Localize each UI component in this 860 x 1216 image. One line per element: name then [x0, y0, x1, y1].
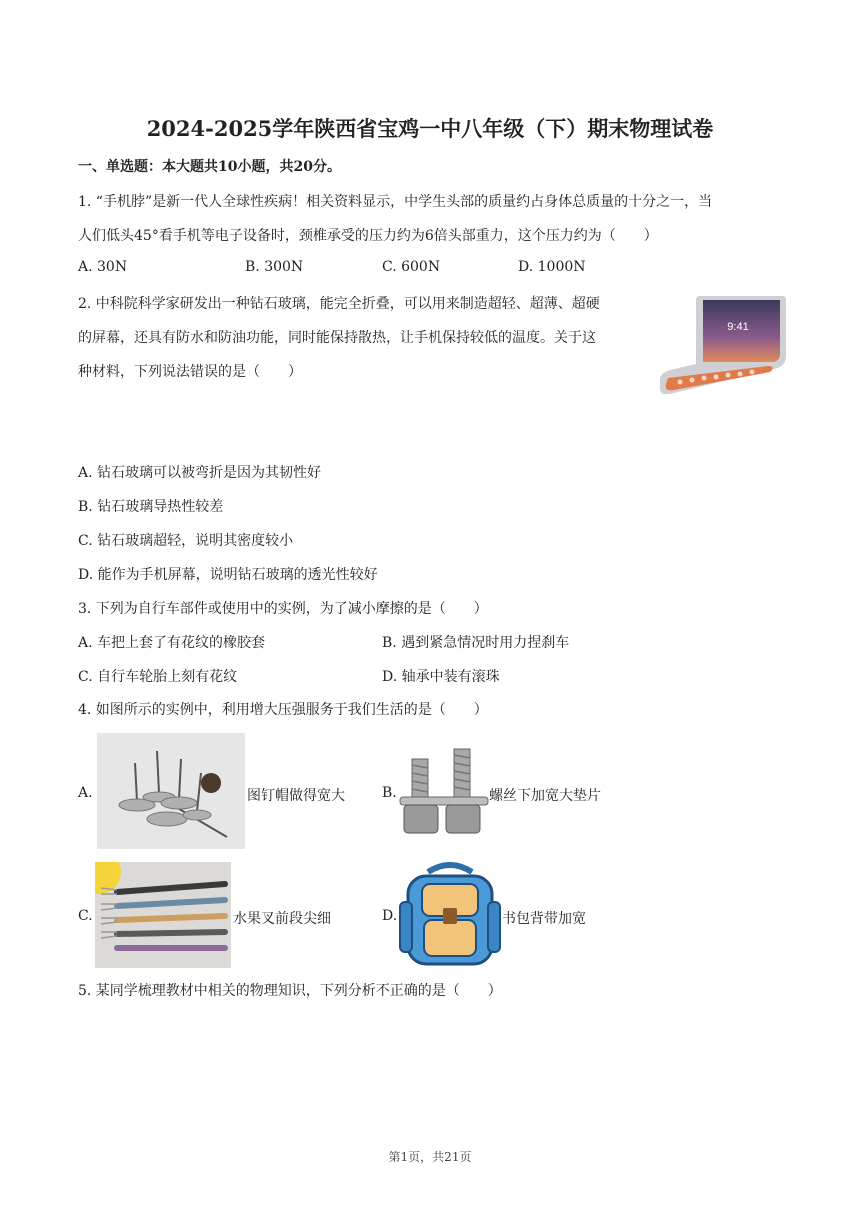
q3-option-c: C. 自行车轮胎上刻有花纹 [78, 669, 238, 685]
q3-option-d: D. 轴承中装有滚珠 [382, 669, 500, 685]
q2-stem-line1: 2. 中科院科学家研发出一种钻石玻璃，能完全折叠，可以用来制造超轻、超薄、超硬 [78, 296, 600, 312]
foldable-phone-image [650, 290, 790, 410]
page-footer: 第1页，共21页 [388, 1150, 472, 1164]
thumbtacks-image [97, 733, 245, 849]
q1-stem-line2: 人们低头45°看手机等电子设备时，颈椎承受的压力约为6倍头部重力，这个压力约为（ ） [78, 228, 658, 244]
q5-stem: 5. 某同学梳理教材中相关的物理知识，下列分析不正确的是（ ） [78, 983, 502, 999]
screws-image [398, 745, 490, 837]
section-heading: 一、单选题：本大题共10小题，共20分。 [78, 159, 341, 175]
q1-option-c: C. 600N [382, 259, 441, 275]
q1-option-d: D. 1000N [518, 259, 586, 275]
q4-option-b-text: 螺丝下加宽大垫片 [489, 788, 601, 804]
q3-option-b: B. 遇到紧急情况时用力捏刹车 [382, 635, 570, 651]
page-title: 2024-2025学年陕西省宝鸡一中八年级（下）期末物理试卷 [146, 116, 714, 141]
q4-option-b-letter: B. [382, 785, 397, 801]
q4-option-d-text: 书包背带加宽 [502, 911, 586, 927]
phone-clock-text: 9:41 [727, 321, 749, 333]
q2-option-c: C. 钻石玻璃超轻，说明其密度较小 [78, 533, 294, 549]
q4-option-c-letter: C. [78, 908, 93, 924]
backpack-image [398, 862, 502, 968]
fruit-forks-image [95, 862, 231, 968]
q4-stem: 4. 如图所示的实例中，利用增大压强服务于我们生活的是（ ） [78, 702, 488, 718]
q1-stem-line1: 1. “手机脖”是新一代人全球性疾病！相关资料显示，中学生头部的质量约占身体总质量的十分之一，当 [78, 194, 713, 210]
q4-option-a-letter: A. [78, 785, 93, 801]
q2-stem-line2: 的屏幕，还具有防水和防油功能，同时能保持散热，让手机保持较低的温度。关于这 [78, 330, 596, 346]
q2-option-b: B. 钻石玻璃导热性较差 [78, 499, 224, 515]
q2-stem-line3: 种材料，下列说法错误的是（ ） [78, 364, 302, 380]
q2-option-d: D. 能作为手机屏幕，说明钻石玻璃的透光性较好 [78, 567, 378, 583]
q4-option-d-letter: D. [382, 908, 398, 924]
q4-option-c-text: 水果叉前段尖细 [233, 911, 331, 927]
q1-option-a: A. 30N [78, 259, 128, 275]
q3-stem: 3. 下列为自行车部件或使用中的实例，为了减小摩擦的是（ ） [78, 601, 488, 617]
q2-option-a: A. 钻石玻璃可以被弯折是因为其韧性好 [78, 465, 322, 481]
q1-option-b: B. 300N [245, 259, 304, 275]
q4-option-a-text: 图钉帽做得宽大 [247, 788, 345, 804]
q3-option-a: A. 车把上套了有花纹的橡胶套 [78, 635, 266, 651]
